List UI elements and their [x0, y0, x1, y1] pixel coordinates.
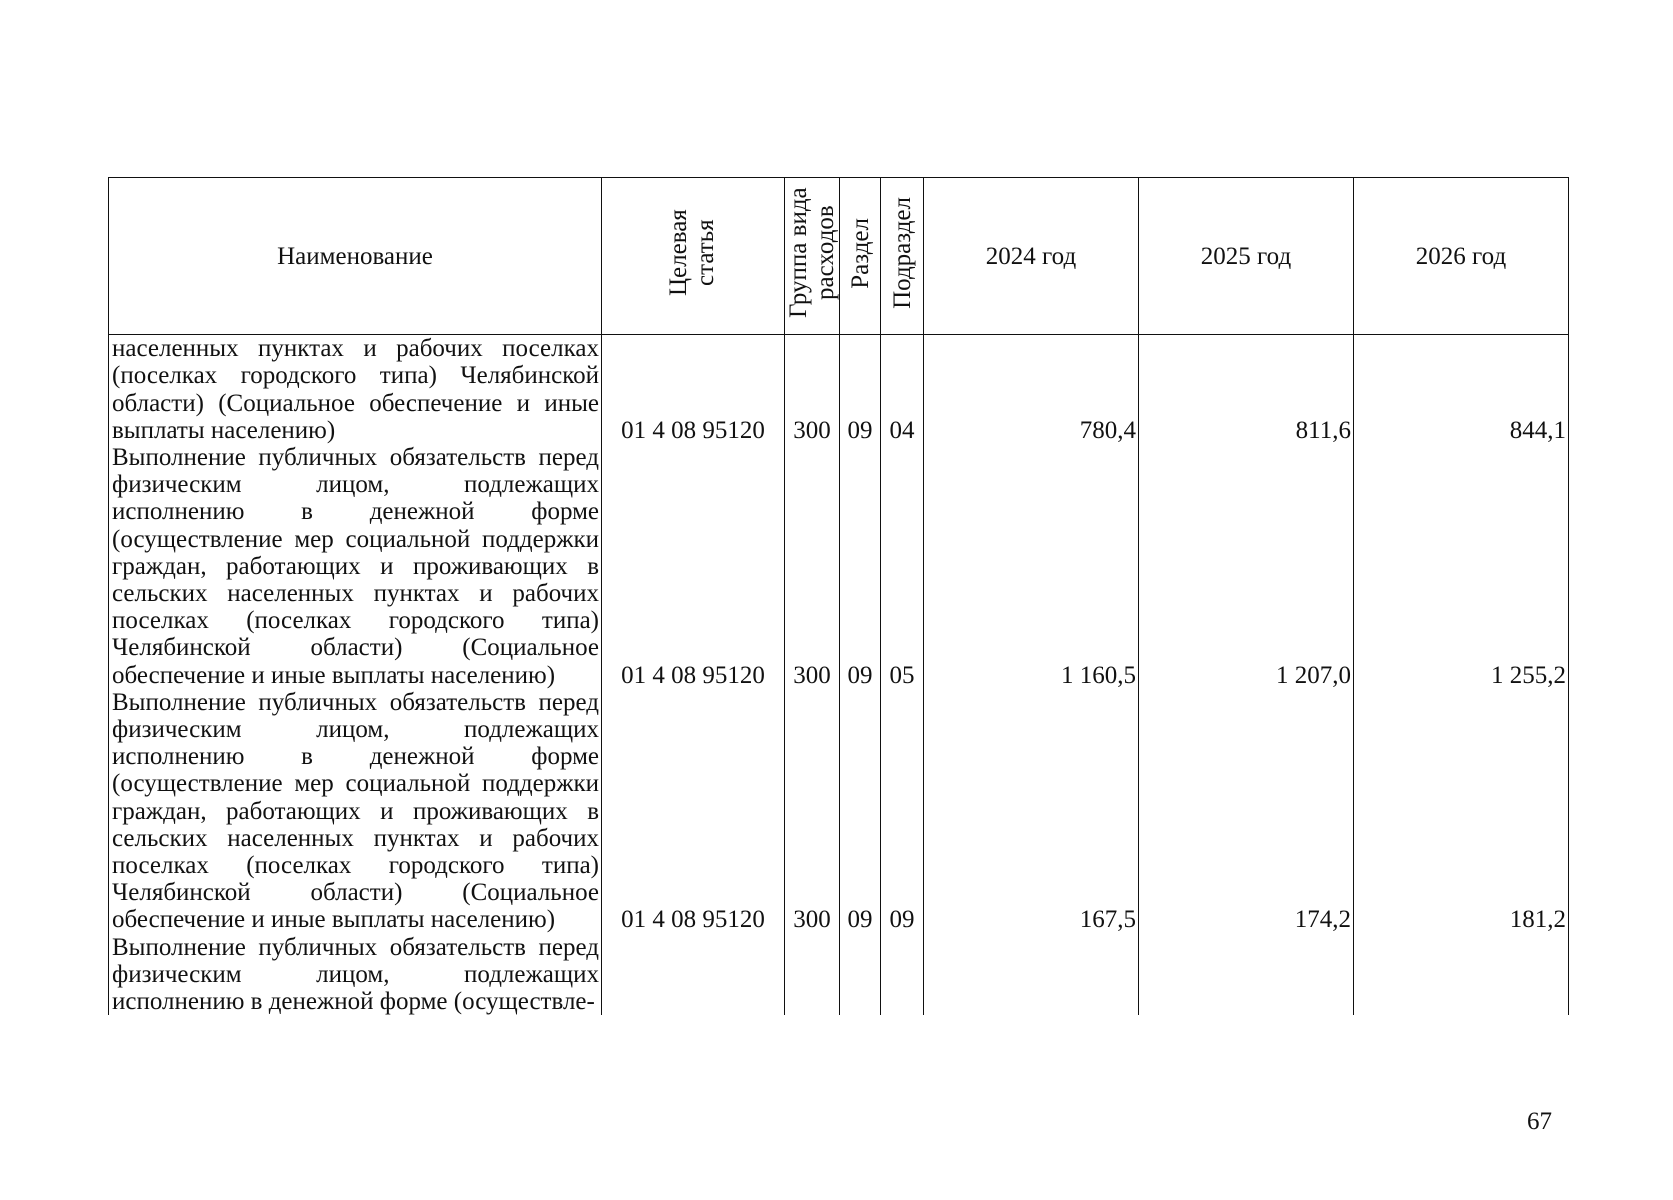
header-name: Наименование: [109, 178, 602, 335]
empty-cell: [924, 934, 1139, 1016]
row-2026: 181,2: [1354, 689, 1569, 934]
row-2025: 811,6: [1139, 335, 1354, 444]
row-target-article: 01 4 08 95120: [602, 444, 785, 689]
header-expense-group: Группа вида расходов: [785, 178, 840, 335]
empty-cell: [881, 934, 924, 1016]
row-2024: 780,4: [924, 335, 1139, 444]
empty-cell: [602, 934, 785, 1016]
header-2026: 2026 год: [1354, 178, 1569, 335]
empty-cell: [1139, 934, 1354, 1016]
row-expense-group: 300: [785, 335, 840, 444]
row-subsection: 04: [881, 335, 924, 444]
empty-cell: [785, 934, 840, 1016]
row-target-article: 01 4 08 95120: [602, 335, 785, 444]
row-subsection: 09: [881, 689, 924, 934]
row-section: 09: [840, 444, 881, 689]
row-section: 09: [840, 689, 881, 934]
page-number: 67: [1527, 1108, 1552, 1135]
row-2024: 1 160,5: [924, 444, 1139, 689]
header-2024: 2024 год: [924, 178, 1139, 335]
empty-cell: [840, 934, 881, 1016]
empty-cell: [1354, 934, 1569, 1016]
row-expense-group: 300: [785, 444, 840, 689]
row-2026: 1 255,2: [1354, 444, 1569, 689]
row-name: Выполнение публичных обязательств перед физическим лицом, подлежащих исполнению в денежной форме (осуществление мер социальной поддержки граждан, работающих и проживающих в сельских населенных пунктах и рабочих поселках (поселках городского типа) Челябинской области) (Социальное обеспечение и иные выплаты населению): [109, 444, 602, 689]
header-section: Раздел: [840, 178, 881, 335]
row-2024: 167,5: [924, 689, 1139, 934]
table-row: [109, 444, 1569, 689]
table-row: [109, 934, 1569, 1016]
row-section: 09: [840, 335, 881, 444]
row-name: Выполнение публичных обязательств перед физическим лицом, подлежащих исполнению в денежной форме (осуществление мер социальной поддержки граждан, работающих и проживающих в сельских населенных пунктах и рабочих поселках (поселках городского типа) Челябинской области) (Социальное обеспечение и иные выплаты населению): [109, 689, 602, 934]
table-row: [109, 335, 1569, 444]
row-name: населенных пунктах и рабочих поселках (поселках городского типа) Челябинской области) (Социальное обеспечение и иные выплаты населению): [109, 335, 602, 444]
row-target-article: 01 4 08 95120: [602, 689, 785, 934]
row-2025: 1 207,0: [1139, 444, 1354, 689]
row-2026: 844,1: [1354, 335, 1569, 444]
header-subsection: Подраздел: [881, 178, 924, 335]
header-2025: 2025 год: [1139, 178, 1354, 335]
row-subsection: 05: [881, 444, 924, 689]
table-header-row: [109, 178, 1569, 335]
table-row: [109, 689, 1569, 934]
row-2025: 174,2: [1139, 689, 1354, 934]
row-expense-group: 300: [785, 689, 840, 934]
budget-table: [108, 177, 1569, 1015]
header-target-article: Целевая статья: [602, 178, 785, 335]
row-name: Выполнение публичных обязательств перед физическим лицом, подлежащих исполнению в денежной форме (осуществле-: [109, 934, 602, 1016]
